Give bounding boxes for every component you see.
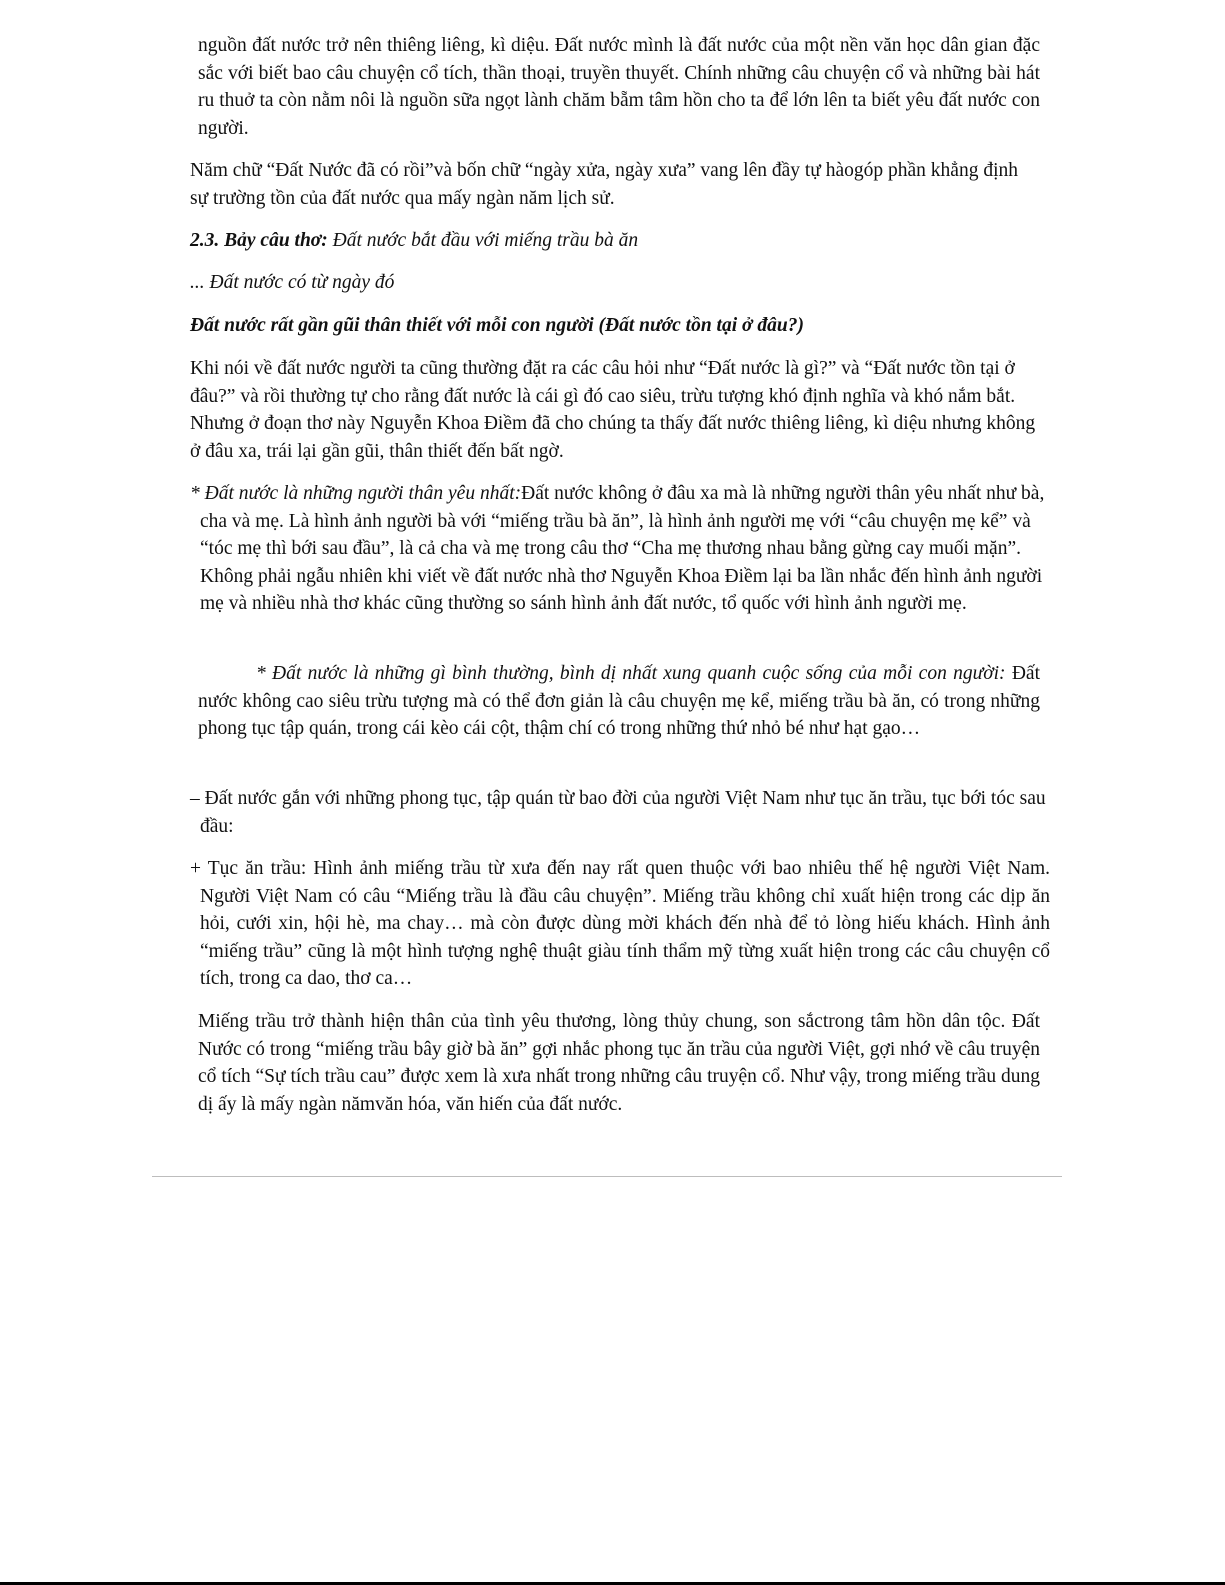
paragraph-questions-text: Khi nói về đất nước người ta cũng thường đặt ra các câu hỏi như “Đất nước là gì?” và “Đất nước tồn tại ở đâu?” và rồi thường tự cho rằng đất nước là cái gì đó cao siêu, trừu tượng khó định nghĩa và khó nắm bắt. Nhưng ở đoạn thơ này Nguyễn Khoa Điềm đã cho chúng ta thấy đất nước thiêng liêng, kì diệu nhưng không ở đâu xa, trái lại gần gũi, thân thiết đến bất ngờ. (190, 358, 1036, 462)
subheading-text: Đất nước rất gần gũi thân thiết với mỗi con người (Đất nước tồn tại ở đâu?) (190, 315, 804, 336)
footer-divider (152, 1176, 1062, 1177)
paragraph-ordinary-things (190, 660, 1040, 743)
paragraph-beloved-people-body: Đất nước không ở đâu xa mà là những người thân yêu nhất như bà, cha và mẹ. Là hình ảnh người bà với “miếng trầu bà ăn”, là hình ảnh người mẹ với “câu chuyện mẹ kể” và “tóc mẹ thì bới sau đầu”, là cả cha và mẹ trong câu thơ “Cha mẹ thương nhau bằng gừng cay muối mặn”. Không phải ngẫu nhiên khi viết về đất nước nhà thơ Nguyễn Khoa Điềm lại ba lần nhắc đến hình ảnh người mẹ và nhiều nhà thơ khác cũng thường so sánh hình ảnh đất nước, tổ quốc với hình ảnh người mẹ. (200, 483, 1045, 614)
paragraph-customs (190, 785, 1050, 840)
paragraph-betel-meaning-text: Miếng trầu trở thành hiện thân của tình yêu thương, lòng thủy chung, son sắctrong tâm hồn dân tộc. Đất Nước có trong “miếng trầu bây giờ bà ăn” gợi nhắc phong tục ăn trầu của người Việt, gợi nhớ về câu truyện cổ tích “Sự tích trầu cau” được xem là xưa nhất trong những câu truyện cổ. Như vậy, trong miếng trầu dung dị ấy là mấy ngàn nămvăn hóa, văn hiến của đất nước. (198, 1011, 1040, 1115)
paragraph-ordinary-things-lead: * Đất nước là những gì bình thường, bình dị nhất xung quanh cuộc sống của mỗi con người: (256, 663, 1006, 684)
paragraph-beloved-people (190, 480, 1050, 618)
poem-line-end-text: ... Đất nước có từ ngày đó (190, 272, 395, 293)
paragraph-intro (190, 32, 1040, 142)
paragraph-betel-custom-text: + Tục ăn trầu: Hình ảnh miếng trầu từ xưa đến nay rất quen thuộc với bao nhiêu thế hệ người Việt Nam. Người Việt Nam có câu “Miếng trầu là đầu câu chuyện”. Miếng trầu không chỉ xuất hiện trong các dịp ăn hỏi, cưới xin, hội hè, ma chay… mà còn được dùng mời khách đến nhà để tỏ lòng hiếu khách. Hình ảnh “miếng trầu” cũng là một hình tượng nghệ thuật giàu tính thẩm mỹ từng xuất hiện trong các câu chuyện cổ tích, trong ca dao, thơ ca… (190, 858, 1050, 989)
paragraph-betel-meaning (190, 1008, 1040, 1118)
paragraph-customs-text: – Đất nước gắn với những phong tục, tập quán từ bao đời của người Việt Nam như tục ăn trầu, tục bới tóc sau đầu: (190, 788, 1046, 837)
paragraph-intro-text: nguồn đất nước trở nên thiêng liêng, kì diệu. Đất nước mình là đất nước của một nền văn học dân gian đặc sắc với biết bao câu chuyện cổ tích, thần thoại, truyền thuyết. Chính những câu chuyện cổ và những bài hát ru thuở ta còn nằm nôi là nguồn sữa ngọt lành chăm bẵm tâm hồn cho ta để lớn lên ta biết yêu đất nước con người. (198, 35, 1040, 139)
subheading-where-country-exists (190, 312, 1040, 340)
paragraph-beloved-people-lead: * Đất nước là những người thân yêu nhất: (190, 483, 522, 504)
paragraph-questions (190, 355, 1040, 465)
paragraph-ordinary-things-body: Đất nước không cao siêu trừu tượng mà có thể đơn giản là câu chuyện mẹ kể, miếng trầu bà ăn, có trong những phong tục tập quán, trong cái kèo cái cột, thậm chí có trong những thứ nhỏ bé như hạt gạo… (198, 663, 1040, 739)
section-number-label: 2.3. Bảy câu thơ: (190, 230, 328, 251)
poem-line-end (190, 269, 1040, 297)
section-heading-text: Đất nước bắt đầu với miếng trầu bà ăn (327, 230, 639, 251)
paragraph-five-words-text: Năm chữ “Đất Nước đã có rồi”và bốn chữ “ngày xửa, ngày xưa” vang lên đầy tự hàogóp phần khẳng định sự trường tồn của đất nước qua mấy ngàn năm lịch sử. (190, 160, 1019, 209)
paragraph-five-words (190, 157, 1040, 212)
section-heading-2-3 (190, 227, 1040, 255)
paragraph-betel-custom (190, 855, 1050, 993)
